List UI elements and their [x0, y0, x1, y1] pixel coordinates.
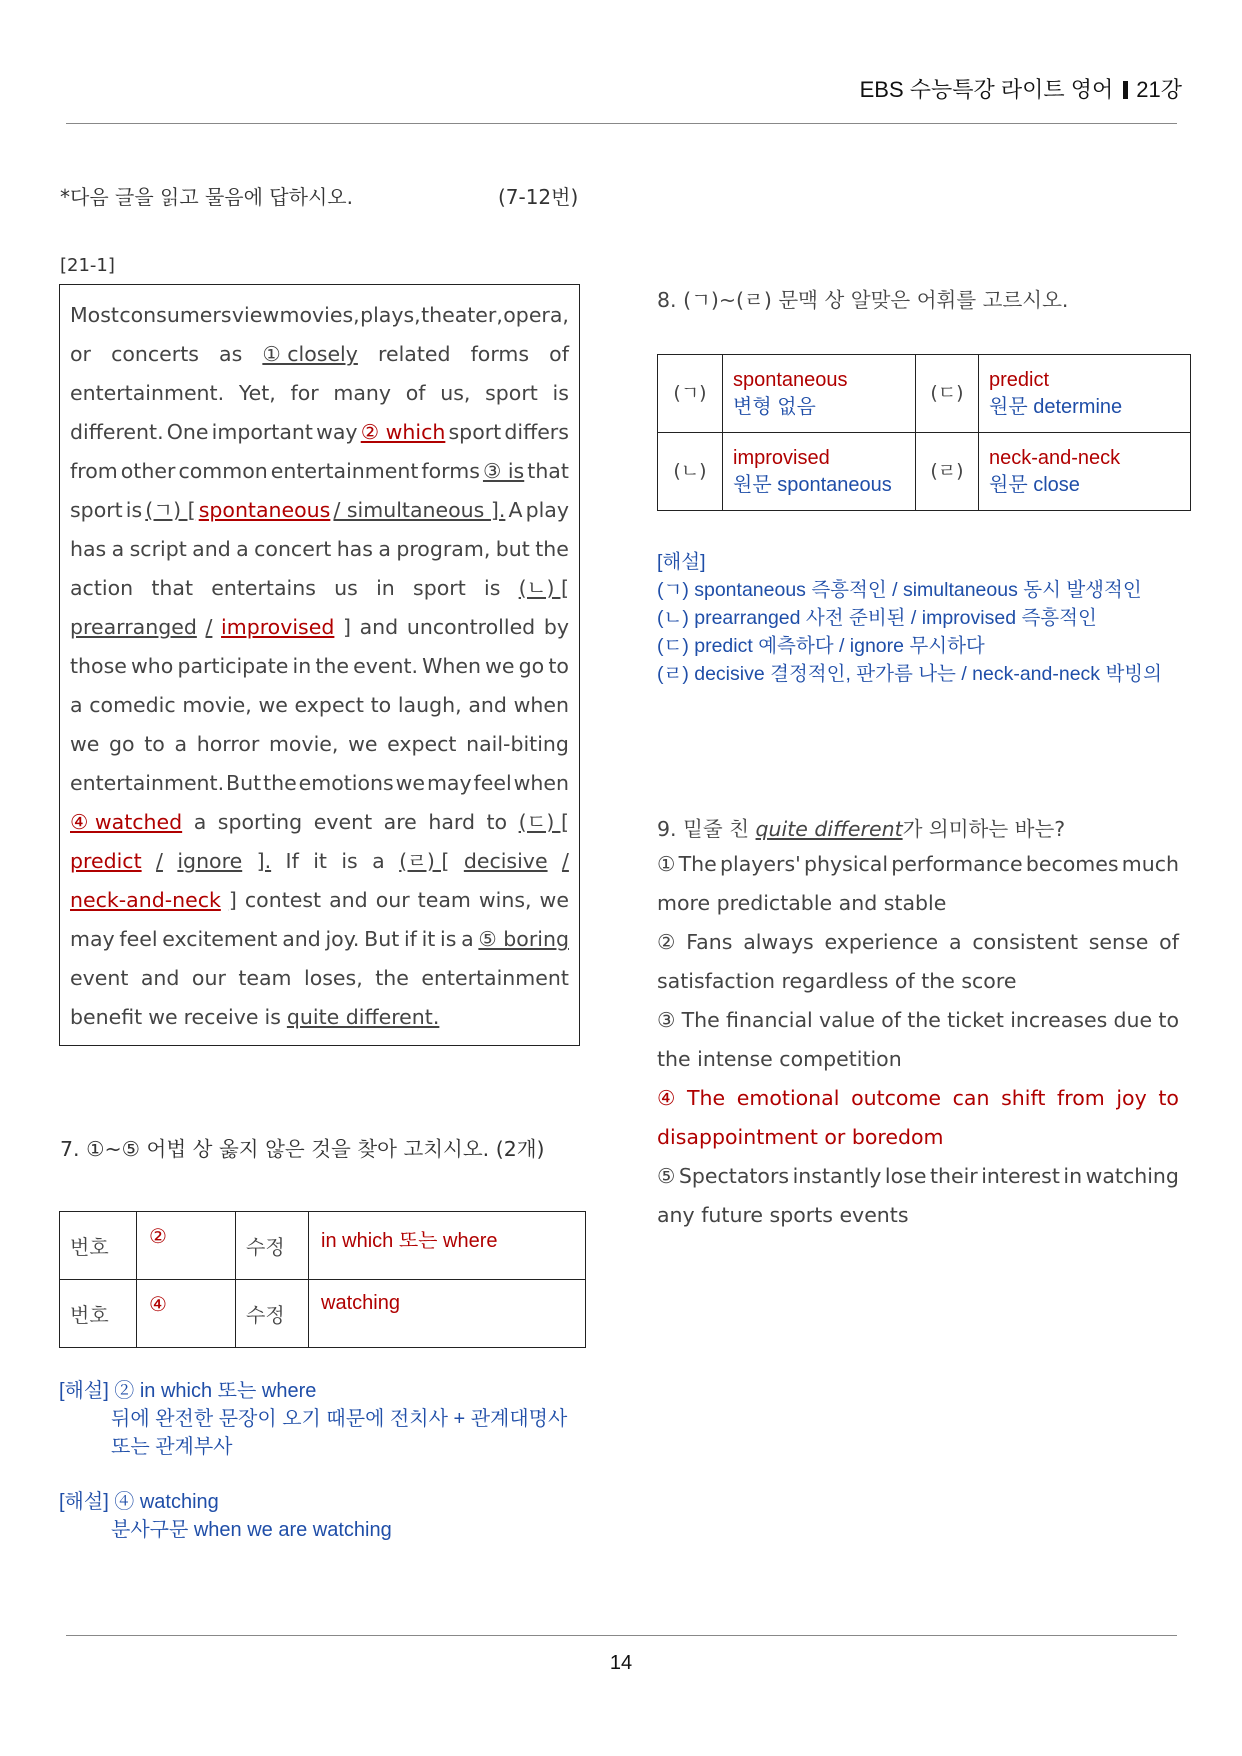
passage-box: [59, 284, 580, 1046]
passage-line: ④ watched a sporting event are hard to (ㄷ) [: [70, 803, 569, 842]
passage-line: or concerts as ① closely related forms of: [70, 335, 569, 374]
mark-a: (ㄱ): [658, 355, 723, 433]
passage-line: entertainment. But the emotions we may feel when: [70, 771, 569, 795]
q7-explanation-1: [해설] ② in which 또는 where 뒤에 완전한 문장이 오기 때문에 전치사 + 관계대명사 또는 관계부사: [59, 1380, 568, 1458]
table-row: [60, 1280, 586, 1348]
top-rule: [66, 123, 1177, 124]
label-fix: 수정: [236, 1280, 309, 1348]
passage-line: neck-and-neck ] contest and our team wins, we: [70, 881, 569, 920]
answer-number: ②: [137, 1212, 236, 1280]
passage-line: event and our team loses, the entertainment: [70, 966, 569, 990]
answer-d: neck-and-neck: [70, 888, 221, 912]
q7-explanation-2: [해설] ④ watching 분사구문 when we are watching: [59, 1491, 392, 1541]
vocab-cell: spontaneous 변형 없음: [723, 355, 916, 433]
mark-c: (ㄷ): [916, 355, 979, 433]
bottom-rule: [66, 1635, 1177, 1636]
passage-line: may feel excitement and joy. But if it is a ⑤ boring: [70, 920, 569, 959]
mark-d: (ㄹ): [916, 433, 979, 511]
answer-b: improvised: [221, 615, 335, 639]
choice-4-answer: ④ The emotional outcome can shift from joy to: [657, 1086, 1179, 1110]
q8-vocab-table: [657, 354, 1191, 511]
q9-choices: [657, 845, 1179, 1235]
marker-4: ④ watched: [70, 810, 183, 834]
answer-a: spontaneous: [198, 498, 331, 522]
q9-prompt: 9. 밑줄 친 quite different가 의미하는 바는?: [657, 817, 1066, 841]
choice-5: ⑤ Spectators instantly lose their interest in watching: [657, 1164, 1179, 1188]
passage-line: different. One important way ② which sport differs: [70, 413, 569, 452]
table-row: [658, 355, 1191, 433]
q7-answer-table: [59, 1211, 586, 1348]
passage-line: action that entertains us in sport is (ㄴ) [: [70, 569, 569, 608]
marker-2: ② which: [360, 420, 446, 444]
choice-1: ① The players' physical performance becomes much: [657, 852, 1179, 876]
answer-fix: watching: [309, 1280, 586, 1348]
q7-prompt: 7. ①~⑤ 어법 상 옳지 않은 것을 찾아 고치시오. (2개): [60, 1137, 545, 1161]
vocab-cell: improvised 원문 spontaneous: [723, 433, 916, 511]
passage-line: has a script and a concert has a program, but the: [70, 537, 569, 561]
vocab-cell: neck-and-neck 원문 close: [979, 433, 1191, 511]
vocab-cell: predict 원문 determine: [979, 355, 1191, 433]
passage-line: predict / ignore ]. If it is a (ㄹ) [ decisive /: [70, 842, 569, 881]
label-number: 번호: [60, 1212, 137, 1280]
instruction: [60, 181, 578, 210]
page-number: 14: [609, 1652, 633, 1674]
passage-tag: [21-1]: [60, 255, 115, 276]
choice-2-cont: satisfaction regardless of the score: [657, 969, 1017, 993]
passage-line: Most consumers view movies, plays, theater, opera,: [70, 303, 569, 327]
passage-line: those who participate in the event. When we go to: [70, 654, 569, 678]
passage-line: entertainment. Yet, for many of us, sport is: [70, 381, 569, 405]
marker-1: ① closely: [262, 342, 358, 366]
label-number: 번호: [60, 1280, 137, 1348]
mark-b: (ㄴ): [658, 433, 723, 511]
marker-3: ③ is: [482, 459, 525, 483]
passage-line: we go to a horror movie, we expect nail-biting: [70, 732, 569, 756]
passage-line: benefit we receive is quite different.: [70, 998, 569, 1037]
label-fix: 수정: [236, 1212, 309, 1280]
q8-prompt: 8. (ㄱ)~(ㄹ) 문맥 상 알맞은 어휘를 고르시오.: [657, 288, 1069, 312]
passage-line: a comedic movie, we expect to laugh, and when: [70, 693, 569, 717]
blank-b: (ㄴ) [: [518, 576, 569, 600]
choice-3-cont: the intense competition: [657, 1047, 902, 1071]
marker-5: ⑤ boring: [478, 927, 569, 951]
blank-a: (ㄱ) [: [145, 498, 196, 522]
choice-4-cont: disappointment or boredom: [657, 1125, 944, 1149]
blank-d: (ㄹ) [: [399, 849, 450, 873]
choice-5-cont: any future sports events: [657, 1203, 909, 1227]
choice-2: ② Fans always experience a consistent sense of: [657, 930, 1179, 954]
choice-3: ③ The financial value of the ticket increases due to: [657, 1008, 1179, 1032]
underlined-phrase: quite different.: [286, 1005, 440, 1029]
blank-c: (ㄷ) [: [518, 810, 569, 834]
instruction-text: *다음 글을 읽고 물음에 답하시오.: [60, 185, 353, 209]
table-row: [60, 1212, 586, 1280]
question-range: (7-12번): [497, 185, 579, 209]
header-title: EBS 수능특강 라이트 영어: [859, 77, 1114, 102]
passage-line: sport is (ㄱ) [ spontaneous / simultaneous ]. A play: [70, 491, 569, 530]
header-divider: [1123, 81, 1128, 99]
choice-1-cont: more predictable and stable: [657, 891, 947, 915]
header: [860, 73, 1182, 104]
answer-fix: in which 또는 where: [309, 1212, 586, 1280]
table-row: [658, 433, 1191, 511]
answer-number: ④: [137, 1280, 236, 1348]
passage-line: prearranged / improvised ] and uncontrolled by: [70, 608, 569, 647]
passage-line: from other common entertainment forms ③ is that: [70, 452, 569, 491]
answer-c: predict: [70, 849, 142, 873]
q8-explanation: [해설] (ㄱ) spontaneous 즉흥적인 / simultaneous 동시 발생적인 (ㄴ) prearranged 사전 준비된 / improvised 즉흥적인 (ㄷ) predict 예측하다 / ignore 무시하다 (ㄹ) decisive 결정적인, 판가름 나는 / neck-and-neck 박빙의: [657, 551, 1162, 685]
header-lesson: 21강: [1136, 77, 1182, 102]
